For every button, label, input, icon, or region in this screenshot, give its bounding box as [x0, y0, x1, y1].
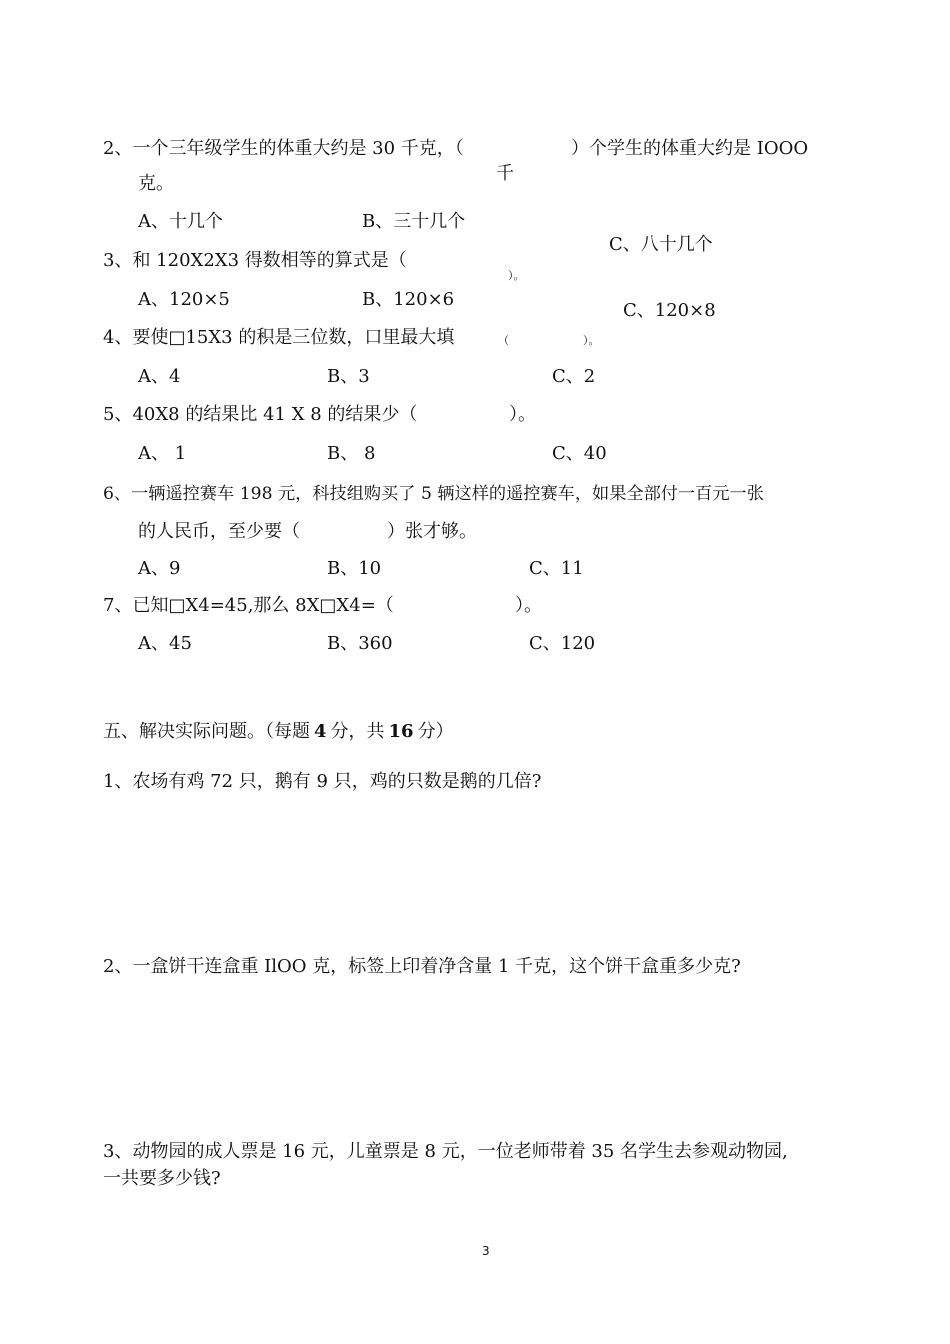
q2-line2: 克。	[138, 173, 174, 194]
q4-close-paren: ）。	[583, 334, 600, 347]
section5-heading-post: 分）	[417, 721, 454, 742]
q2-line1-start: 2、一个三年级学生的体重大约是 30 千克，（	[103, 138, 464, 159]
q3-option-c: C、120×8	[623, 300, 716, 321]
problem-1: 1、农场有鸡 72 只，鹅有 9 只，鸡的只数是鹅的几倍?	[103, 771, 542, 792]
q3-option-b: B、120×6	[362, 289, 455, 310]
q2-option-c: C、八十几个	[609, 234, 713, 255]
q7-stem: 7、已知□X4=45,那么 8X□X4=（	[103, 595, 394, 616]
q5-option-a: A、 1	[138, 443, 187, 464]
q6-line2-end: ）张才够。	[387, 521, 477, 542]
q6-line2-start: 的人民币，至少要（	[138, 521, 300, 542]
q6-line1: 6、一辆遥控赛车 198 元，科技组购买了 5 辆这样的遥控赛车，如果全部付一百元一张	[103, 484, 764, 504]
q2-option-b: B、三十几个	[362, 211, 466, 232]
section5-heading-points-total: 16	[388, 721, 414, 742]
section5-heading-points-each: 4	[314, 721, 327, 742]
problem-3-line2: 一共要多少钱?	[103, 1168, 221, 1189]
q4-open-paren: （	[498, 334, 509, 347]
q2-option-a: A、十几个	[138, 211, 223, 232]
page-number: 3	[482, 1244, 490, 1258]
q4-option-c: C、2	[552, 366, 596, 387]
q5-option-b: B、 8	[327, 443, 376, 464]
q3-stem: 3、和 120X2X3 得数相等的算式是（	[103, 250, 407, 271]
q3-option-a: A、120×5	[138, 289, 230, 310]
q6-option-a: A、9	[138, 558, 181, 579]
q4-option-a: A、4	[138, 366, 181, 387]
q2-line1-end: ）个学生的体重大约是 IOOO	[571, 138, 809, 159]
q7-option-b: B、360	[327, 633, 393, 654]
section5-heading	[103, 721, 454, 743]
problem-3-line1: 3、动物园的成人票是 16 元，儿童票是 8 元，一位老师带着 35 名学生去参观动物园,	[103, 1141, 788, 1162]
q2-floating-char: 千	[496, 163, 514, 184]
section5-heading-mid: 分，共	[330, 721, 385, 742]
q7-option-a: A、45	[138, 633, 192, 654]
problem-2: 2、一盒饼干连盒重 IlOO 克，标签上印着净含量 1 千克，这个饼干盒重多少克?	[103, 956, 741, 977]
q7-close-paren: ）。	[515, 595, 542, 616]
q5-close-paren: ）。	[509, 404, 536, 425]
q5-stem: 5、40X8 的结果比 41 X 8 的结果少（	[103, 404, 418, 425]
section5-heading-pre: 五、解决实际问题。（每题	[103, 721, 310, 742]
q6-option-b: B、10	[327, 558, 382, 579]
q3-close-paren: ）。	[508, 269, 525, 282]
q4-stem: 4、要使□15X3 的积是三位数，口里最大填	[103, 327, 455, 348]
q5-option-c: C、40	[552, 443, 607, 464]
q4-option-b: B、3	[327, 366, 370, 387]
q7-option-c: C、120	[529, 633, 596, 654]
q6-option-c: C、11	[529, 558, 584, 579]
